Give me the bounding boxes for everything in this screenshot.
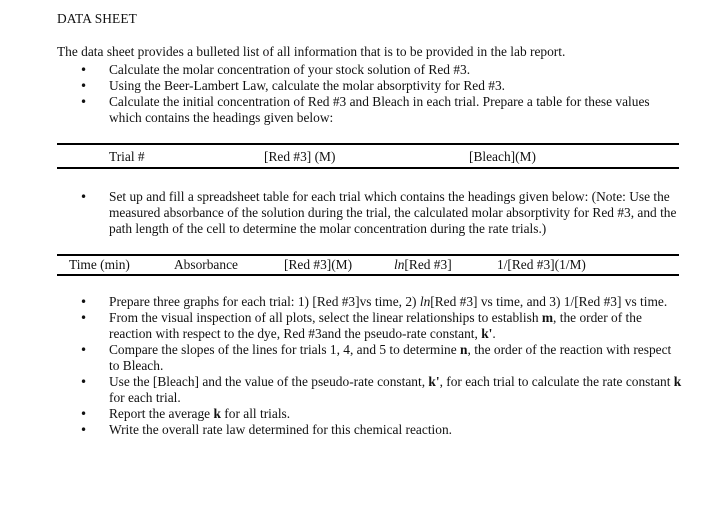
list-item: • Calculate the initial concentration of Red #3 and Bleach in each trial. Prepare a table for these values which contains the headings given below:: [57, 94, 677, 126]
list-item: • Prepare three graphs for each trial: 1) [Red #3]vs time, 2) ln[Red #3] vs time, and 3) 1/[Red #3] vs time.: [57, 294, 682, 310]
intro-paragraph: The data sheet provides a bulleted list of all information that is to be provided in the lab report.: [57, 44, 566, 59]
list-item: • Using the Beer-Lambert Law, calculate the molar absorptivity for Red #3.: [57, 78, 677, 94]
list-item: • Calculate the molar concentration of your stock solution of Red #3.: [57, 62, 677, 78]
page-title: DATA SHEET: [57, 11, 137, 26]
table2-header-red: [Red #3](M): [284, 257, 353, 272]
list-item: • Use the [Bleach] and the value of the pseudo-rate constant, k', for each trial to calculate the rate constant k for each trial.: [57, 374, 682, 406]
table2-top-rule: [57, 254, 679, 256]
list-item: • Write the overall rate law determined for this chemical reaction.: [57, 422, 682, 438]
list-item: • From the visual inspection of all plots, select the linear relationships to establish m, the order of the reaction with respect to the dye, Red #3and the pseudo-rate constant, k'.: [57, 310, 682, 342]
bullet-list-3: [57, 294, 682, 438]
table1-header-bleach: [Bleach](M): [469, 149, 536, 164]
table2-header-inverse: 1/[Red #3](1/M): [497, 257, 586, 272]
table1-header-red: [Red #3] (M): [264, 149, 336, 164]
bullet-list-1: [57, 62, 677, 126]
table2-header-absorbance: Absorbance: [174, 257, 238, 272]
table1-top-rule: [57, 143, 679, 145]
table1-header-trial: Trial #: [109, 149, 145, 164]
table2-header-ln: ln[Red #3]: [394, 257, 452, 272]
list-item: • Report the average k for all trials.: [57, 406, 682, 422]
list-item: • Set up and fill a spreadsheet table for each trial which contains the headings given below: (Note: Use the measured absorbance of the solution during the trial, the calculated molar absorptivity for Red #3, and the path length of the cell to determine the molar concentration during the rate trials.): [57, 189, 682, 237]
list-item: • Compare the slopes of the lines for trials 1, 4, and 5 to determine n, the order of the reaction with respect to Bleach.: [57, 342, 682, 374]
bullet-list-2: [57, 189, 682, 237]
table2-header-time: Time (min): [69, 257, 130, 272]
table1-bottom-rule: [57, 167, 679, 169]
table2-bottom-rule: [57, 274, 679, 276]
